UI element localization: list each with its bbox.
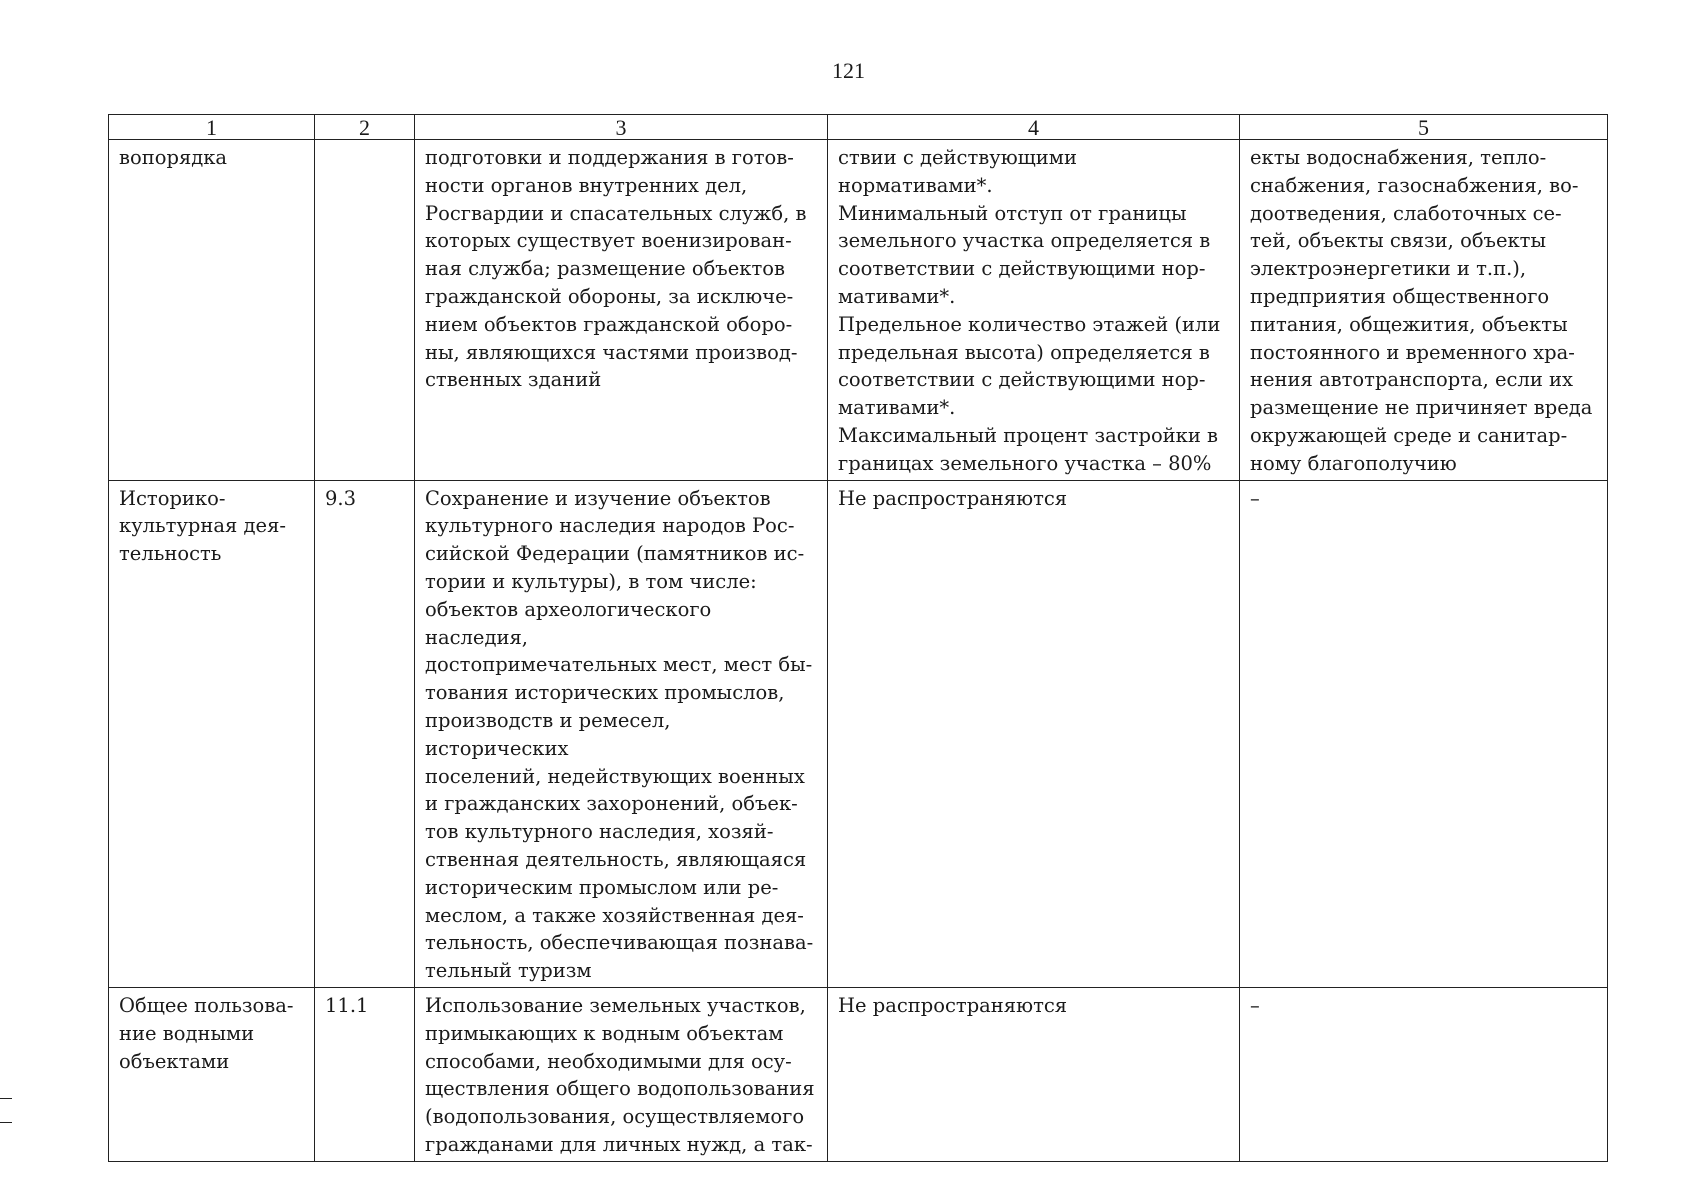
parameters-cell: Не распространяются bbox=[828, 987, 1240, 1161]
table-row bbox=[109, 480, 1608, 987]
page-number: 121 bbox=[832, 58, 865, 83]
use-code-cell bbox=[315, 140, 415, 481]
table-header-row bbox=[109, 115, 1608, 140]
table-row bbox=[109, 140, 1608, 481]
column-header-1: 1 bbox=[109, 115, 315, 140]
column-header-3: 3 bbox=[415, 115, 828, 140]
use-description-cell: Использование земельных участков, примыкающих к водным объектам способами, необходимыми для осу- ществления общего водопользования (водопользования, осуществляемого гражданами для личных нужд, а так- bbox=[415, 987, 828, 1161]
use-code-cell: 9.3 bbox=[315, 480, 415, 987]
note-cell: екты водоснабжения, тепло- снабжения, газоснабжения, во- доотведения, слаботочных се- тей, объекты связи, объекты электроэнергетики и т.п.), предприятия общественного питания, общежития, объекты постоянного и временного хра- нения автотранспорта, если их размещение не причиняет вреда окружающей среде и санитар- ному благополучию bbox=[1240, 140, 1608, 481]
use-name-cell: Общее пользова- ние водными объектами bbox=[109, 987, 315, 1161]
parameters-cell: Не распространяются bbox=[828, 480, 1240, 987]
use-code-cell: 11.1 bbox=[315, 987, 415, 1161]
column-header-2: 2 bbox=[315, 115, 415, 140]
use-name-cell: вопорядка bbox=[109, 140, 315, 481]
column-header-5: 5 bbox=[1240, 115, 1608, 140]
use-name-cell: Историко- культурная дея- тельность bbox=[109, 480, 315, 987]
use-description-cell: Сохранение и изучение объектов культурного наследия народов Рос- сийской Федерации (памятников ис- тории и культуры), в том числе: объектов археологического наследия, достопримечательных мест, мест бы- тования исторических промыслов, производств и ремесел, исторических поселений, недействующих военных и гражданских захоронений, объек- тов культурного наследия, хозяй- ственная деятельность, являющаяся историческим промыслом или ре- меслом, а также хозяйственная дея- тельность, обеспечивающая познава- тельный туризм bbox=[415, 480, 828, 987]
column-header-4: 4 bbox=[828, 115, 1240, 140]
note-cell: – bbox=[1240, 987, 1608, 1161]
note-cell: – bbox=[1240, 480, 1608, 987]
use-description-cell: подготовки и поддержания в готов- ности органов внутренних дел, Росгвардии и спасательных служб, в которых существует военизирован- ная служба; размещение объектов гражданской обороны, за исключе- нием объектов гражданской оборо- ны, являющихся частями производ- ственных зданий bbox=[415, 140, 828, 481]
parameters-cell: ствии с действующими нормативами*. Минимальный отступ от границы земельного участка определяется в соответствии с действующими нор- мативами*. Предельное количество этажей (или предельная высота) определяется в соответствии с действующими нор- мативами*. Максимальный процент застройки в границах земельного участка – 80% bbox=[828, 140, 1240, 481]
margin-mark bbox=[0, 1098, 12, 1099]
margin-mark bbox=[0, 1122, 12, 1123]
table-row bbox=[109, 987, 1608, 1161]
regulations-table bbox=[108, 114, 1608, 1162]
